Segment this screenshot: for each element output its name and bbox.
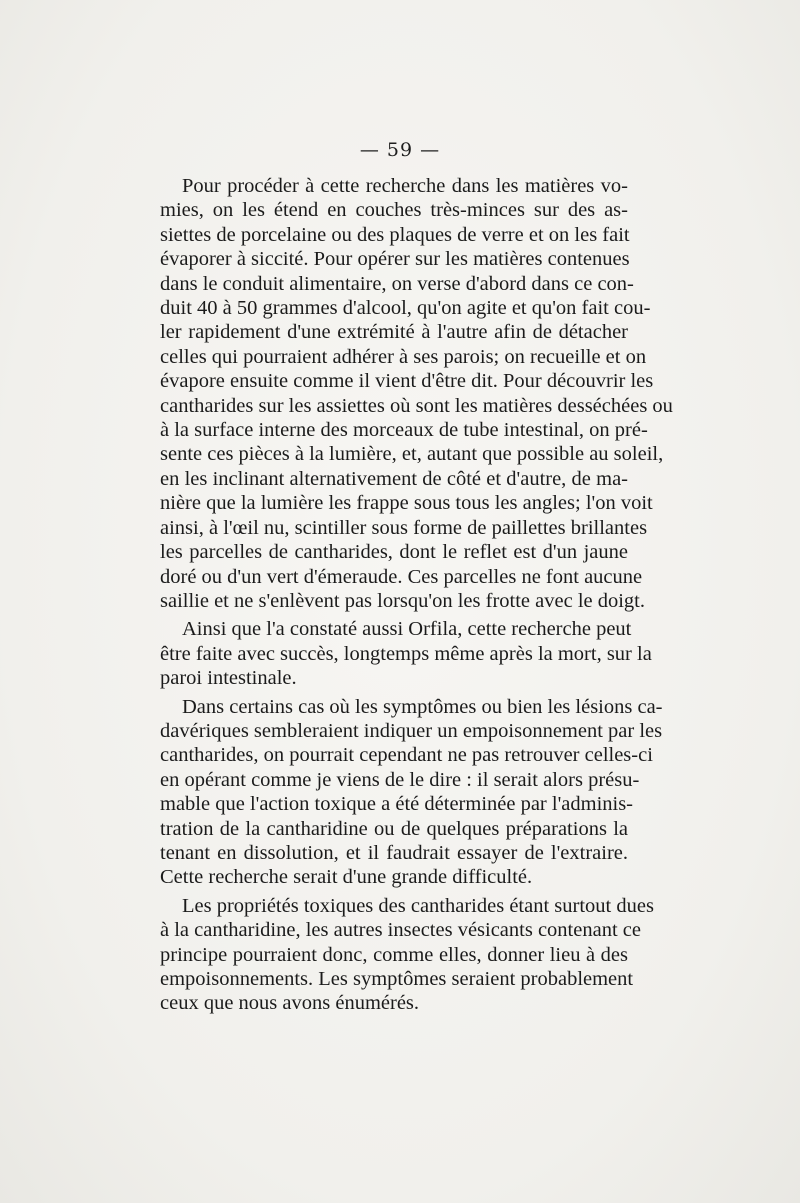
- text-line: Les propriétés toxiques des cantharides étant surtout dues: [182, 894, 654, 917]
- text-line: Dans certains cas où les symptômes ou bien les lésions ca-: [182, 695, 663, 718]
- paragraph: [160, 617, 652, 690]
- text-line: dans le conduit alimentaire, on verse d'abord dans ce con-: [160, 272, 634, 295]
- text-line: en les inclinant alternativement de côté et d'autre, de ma-: [160, 467, 628, 490]
- text-line: les parcelles de cantharides, dont le reflet est d'un jaune: [160, 541, 628, 564]
- page-number: — 59 —: [359, 139, 441, 161]
- body-text: [160, 174, 673, 1016]
- text-line: siettes de porcelaine ou des plaques de verre et on les fait: [160, 223, 630, 246]
- text-line: tenant en dissolution, et il faudrait essayer de l'extraire.: [160, 841, 628, 864]
- text-line: principe pourraient donc, comme elles, donner lieu à des: [160, 943, 628, 966]
- text-line: nière que la lumière les frappe sous tous les angles; l'on voit: [160, 492, 653, 515]
- text-line: doré ou d'un vert d'émeraude. Ces parcelles ne font aucune: [160, 565, 643, 588]
- paragraph: [160, 894, 654, 1016]
- text-line: saillie et ne s'enlèvent pas lorsqu'on les frotte avec le doigt.: [160, 589, 646, 612]
- text-line: paroi intestinale.: [160, 667, 297, 690]
- text-line: en opérant comme je viens de le dire : il serait alors présu-: [160, 768, 640, 791]
- text-line: être faite avec succès, longtemps même après la mort, sur la: [160, 642, 652, 665]
- text-line: ainsi, à l'œil nu, scintiller sous forme de paillettes brillantes: [160, 516, 648, 539]
- text-line: cantharides, on pourrait cependant ne pas retrouver celles-ci: [160, 744, 653, 767]
- text-line: à la surface interne des morceaux de tube intestinal, on pré-: [160, 419, 648, 442]
- text-line: Pour procéder à cette recherche dans les matières vo-: [182, 175, 628, 197]
- text-line: empoisonnements. Les symptômes seraient probablement: [160, 968, 634, 990]
- text-line: Ainsi que l'a constaté aussi Orfila, cette recherche peut: [182, 618, 632, 641]
- text-line: évaporer à siccité. Pour opérer sur les matières contenues: [160, 248, 630, 271]
- text-line: sente ces pièces à la lumière, et, autant que possible au soleil,: [160, 443, 664, 466]
- text-line: évapore ensuite comme il vient d'être dit. Pour découvrir les: [160, 370, 654, 393]
- text-line: ler rapidement d'une extrémité à l'autre afin de détacher: [160, 321, 628, 344]
- text-line: mable que l'action toxique a été déterminée par l'adminis-: [160, 793, 634, 816]
- text-line: cantharides sur les assiettes où sont les matières desséchées ou: [160, 394, 673, 417]
- text-line: ceux que nous avons énumérés.: [160, 992, 420, 1015]
- text-line: celles qui pourraient adhérer à ses parois; on recueille et on: [160, 345, 647, 368]
- text-line: duit 40 à 50 grammes d'alcool, qu'on agite et qu'on fait cou-: [160, 297, 651, 320]
- text-line: davériques sembleraient indiquer un empoisonnement par les: [160, 719, 663, 742]
- paragraph: [160, 174, 673, 613]
- text-line: tration de la cantharidine ou de quelques préparations la: [160, 817, 628, 840]
- text-line: à la cantharidine, les autres insectes vésicants contenant ce: [160, 919, 641, 942]
- text-line: Cette recherche serait d'une grande difficulté.: [160, 866, 533, 889]
- paragraph: [160, 695, 663, 890]
- text-line: mies, on les étend en couches très-minces sur des as-: [160, 199, 628, 222]
